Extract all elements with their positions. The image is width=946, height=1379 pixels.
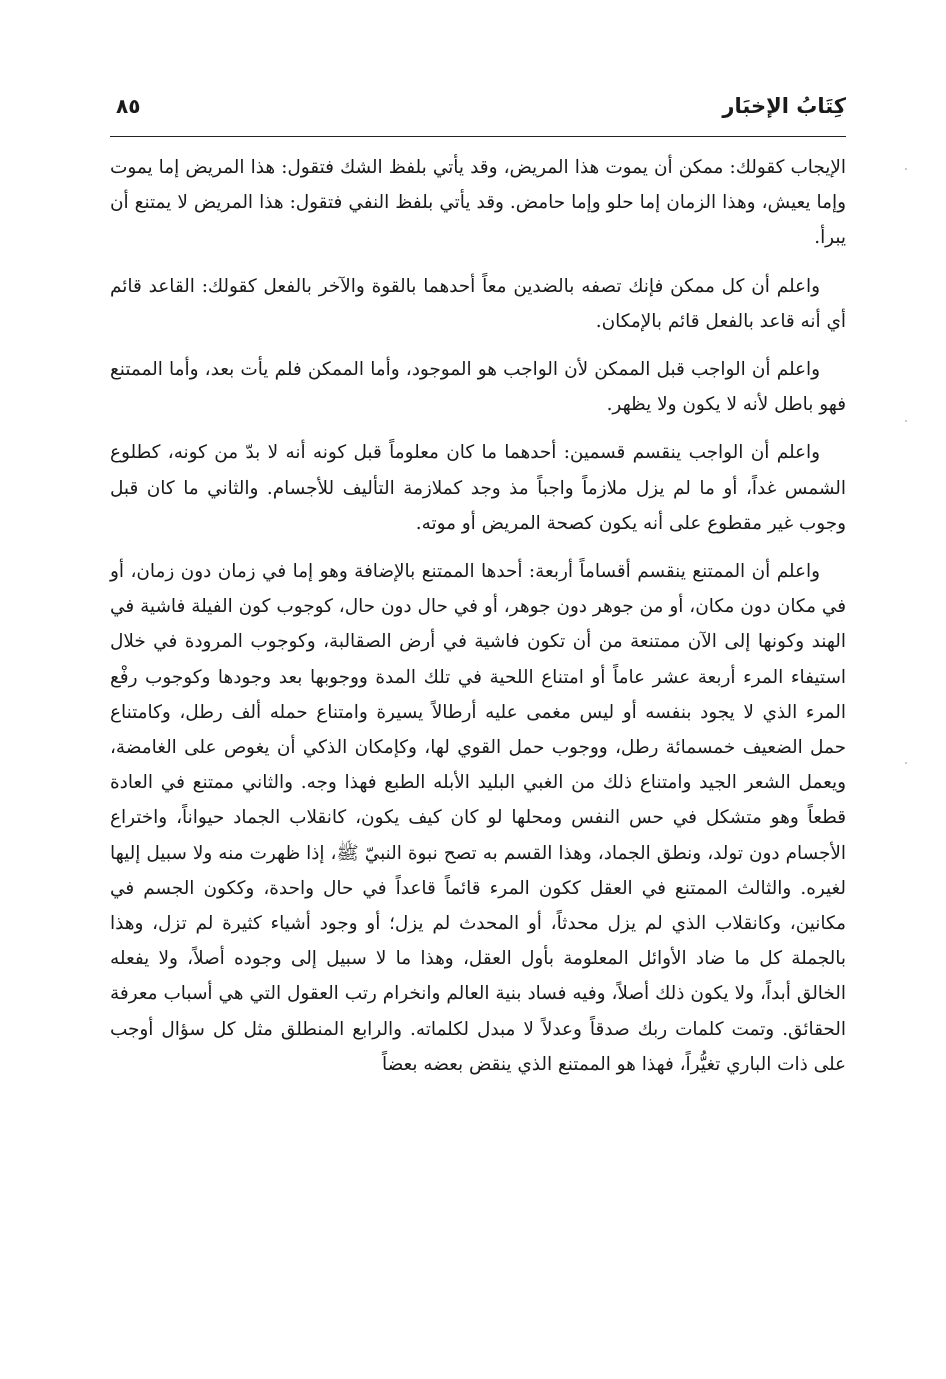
scan-speck bbox=[905, 762, 907, 764]
page-number: ٨٥ bbox=[116, 94, 141, 118]
paragraph: واعلم أن الممتنع ينقسم أقساماً أربعة: أحدها الممتنع بالإضافة وهو إما في زمان دون زمان، أو في مكان دون مكان، أو من جوهر دون جوهر، أو في حال دون حال، كوجوب كون الفيلة فاشية في الهند وكونها إلى الآن ممتنعة من أن تكون فاشية في أرض الصقالبة، وكوجوب المرودة في خلال استيفاء المرء أربعة عشر عاماً أو امتناع اللحية في تلك المدة ووجوبها بعد وجودها وكوجوب رفْع المرء الذي لا يجود بنفسه أو ليس مغمى عليه أرطالاً يسيرة وامتناع حمله ألف رطل، وكامتناع حمل الضعيف خمسمائة رطل، ووجوب حمل القوي لها، وكإمكان الذكي أن يغوص على الغامضة، ويعمل الشعر الجيد وامتناع ذلك من الغبي البليد الأبله الطبع فهذا وجه. والثاني ممتنع في العادة قطعاً وهو متشكل في حس النفس ومحلها لو كان كيف يكون، كانقلاب الجماد حيواناً، واختراع الأجسام دون تولد، ونطق الجماد، وهذا القسم به تصح نبوة النبيّ ﷺ، إذا ظهرت منه ولا سبيل إليها لغيره. والثالث الممتنع في العقل ككون المرء قائماً قاعداً في حال واحدة، وككون الجسم في مكانين، وكانقلاب الذي لم يزل محدثاً، أو المحدث لم يزل؛ أو وجود أشياء كثيرة لم تزل، وهذا بالجملة كل ما ضاد الأوائل المعلومة بأول العقل، وهذا ما لا سبيل إلى وجوده أصلاً، ولا يفعله الخالق أبداً، ولا يكون ذلك أصلاً، وفيه فساد بنية العالم وانخرام رتب العقول التي هي أسباب معرفة الحقائق. وتمت كلمات ربك صدقاً وعدلاً لا مبدل لكلماته. والرابع المنطلق مثل كل سؤال أوجب على ذات الباري تغيُّراً، فهذا هو الممتنع الذي ينقض بعضه بعضاً bbox=[110, 561, 846, 1075]
book-title: كِتَابُ الإخبَار bbox=[722, 94, 846, 118]
running-header bbox=[110, 92, 846, 132]
scan-speck bbox=[905, 420, 907, 422]
paragraph: واعلم أن الواجب ينقسم قسمين: أحدهما ما كان معلوماً قبل كونه أنه لا بدّ من كونه، كطلوع الشمس غداً، أو ما لم يزل ملازماً واجباً مذ وجد كملازمة التأليف للأجسام. والثاني ما كان قبل وجوب غير مقطوع على أنه يكون كصحة المريض أو موته. bbox=[110, 442, 846, 534]
page-bottom-margin bbox=[250, 1318, 750, 1379]
paragraph: الإيجاب كقولك: ممكن أن يموت هذا المريض، وقد يأتي بلفظ الشك فتقول: هذا المريض إما يموت وإما يعيش، وهذا الزمان إما حلو وإما حامض. وقد يأتي بلفظ النفي فتقول: هذا المريض لا يمتنع أن يبرأ. bbox=[110, 157, 846, 249]
scan-speck bbox=[905, 168, 907, 170]
paragraph: واعلم أن الواجب قبل الممكن لأن الواجب هو الموجود، وأما الممكن فلم يأت بعد، وأما الممتنع فهو باطل لأنه لا يكون ولا يظهر. bbox=[110, 359, 846, 416]
paragraph: واعلم أن كل ممكن فإنك تصفه بالضدين معاً أحدهما بالقوة والآخر بالفعل كقولك: القاعد قائم أي أنه قاعد بالفعل قائم بالإمكان. bbox=[110, 275, 846, 332]
header-divider bbox=[110, 136, 846, 137]
book-page bbox=[110, 0, 846, 1379]
page-body bbox=[110, 150, 846, 1095]
